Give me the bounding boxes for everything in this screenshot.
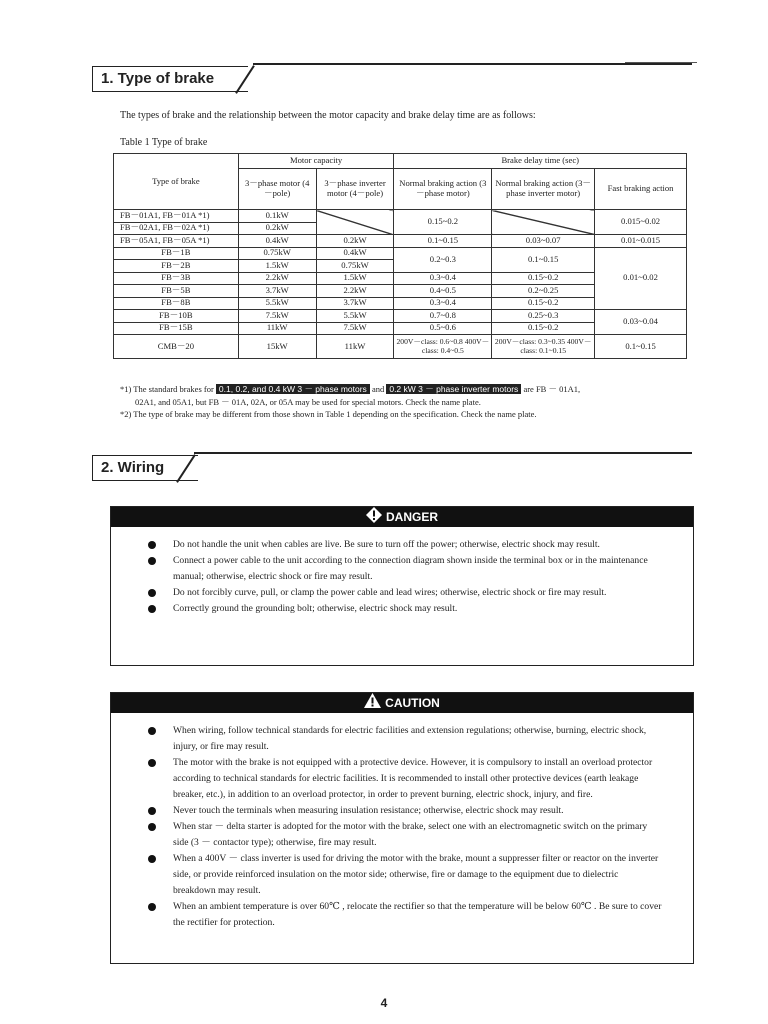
header-motor-capacity: Motor capacity: [238, 154, 394, 169]
caution-list: [111, 713, 693, 941]
table-row: FB－2B 1.5kW 0.75kW: [114, 260, 687, 273]
list-item: Do not handle the unit when cables are live. Be sure to turn off the power; otherwise, electric shock may result.: [173, 537, 663, 553]
section-1-title: 1. Type of brake: [92, 66, 248, 92]
list-item: When wiring, follow technical standards for electric facilities and extension regulations; otherwise, burning, electric shock, injury, or fire may result.: [173, 723, 663, 755]
list-item: The motor with the brake is not equipped with a protective device. However, it is compulsory to install an overload protector according to technical standards for electric facilities. It is recommended to install other protective devices (earth leakage breaker, etc.), in addition to an overload protector, in order to prevent burning, electric shock, injury, and fire.: [173, 755, 663, 803]
highlight-2: 0.2 kW 3 － phase inverter motors: [386, 384, 521, 394]
danger-bar: [111, 507, 693, 527]
header-3phase-inverter-motor: 3－phase inverter motor (4－pole): [316, 169, 394, 210]
list-item: Never touch the terminals when measuring insulation resistance; otherwise, electric shock may result.: [173, 803, 663, 819]
table-row: FB－02A1, FB－02A *1) 0.2kW: [114, 222, 687, 235]
warning-triangle-icon: [364, 693, 381, 714]
diagonal-cell: [492, 210, 595, 235]
table-row: CMB－20 15kW 11kW 200V－class: 0.6~0.8 400V－class: 0.4~0.5 200V－class: 0.3~0.35 400V－class: 0.1~0.15 0.1~0.15: [114, 335, 687, 359]
danger-list: [111, 527, 693, 627]
table-row: FB－10B 7.5kW 5.5kW 0.7~0.8 0.25~0.3 0.03~0.04: [114, 310, 687, 323]
highlight-1: 0.1, 0.2, and 0.4 kW 3 － phase motors: [216, 384, 370, 394]
danger-title: DANGER: [385, 510, 438, 525]
intro-text: The types of brake and the relationship between the motor capacity and brake delay time are as follows:: [120, 110, 536, 121]
caution-bar: [111, 693, 693, 713]
table-caption: Table 1 Type of brake: [120, 137, 208, 148]
page-number: 4: [380, 996, 388, 1010]
brake-table: [113, 153, 687, 359]
table-row: FB－8B 5.5kW 3.7kW 0.3~0.4 0.15~0.2: [114, 297, 687, 310]
list-item: When a 400V － class inverter is used for driving the motor with the brake, mount a suppresser filter or reactor on the inverter side, or provide reinforced insulation on the motor side; otherwise, fire or damage to the equipment due to dielectric breakdown may result.: [173, 851, 663, 899]
section-2-title: 2. Wiring: [92, 455, 198, 481]
note-2: *2) The type of brake may be different from those shown in Table 1 depending on the specification. Check the name plate.: [120, 409, 537, 419]
note-1-line2: 02A1, and 05A1, but FB － 01A, 02A, or 05A may be used for special motors. Check the name plate.: [135, 397, 481, 407]
header-fast: Fast braking action: [595, 169, 687, 210]
header-brake-delay: Brake delay time (sec): [394, 154, 687, 169]
list-item: When an ambient temperature is over 60℃ , relocate the rectifier so that the temperature will be below 60℃ . Be sure to cover the rectifier for protection.: [173, 899, 663, 931]
section-1-header: [92, 66, 692, 92]
note-1: *1) The standard brakes for 0.1, 0.2, and 0.4 kW 3 － phase motors and 0.2 kW 3 － phase inverter motors are FB － 01A1,: [120, 384, 581, 394]
table-row: FB－3B 2.2kW 1.5kW 0.3~0.4 0.15~0.2: [114, 272, 687, 285]
table-row: FB－1B 0.75kW 0.4kW 0.2~0.3 0.1~0.15 0.01~0.02: [114, 247, 687, 260]
list-item: When star － delta starter is adopted for the motor with the brake, select one with an electromagnetic switch on the primary side (3 － contactor type); otherwise, fire may result.: [173, 819, 663, 851]
list-item: Connect a power cable to the unit according to the connection diagram shown inside the terminal box or in the maintenance manual; otherwise, electric shock or fire may result.: [173, 553, 663, 585]
table-row: FB－5B 3.7kW 2.2kW 0.4~0.5 0.2~0.25: [114, 285, 687, 298]
header-type: Type of brake: [114, 154, 239, 210]
header-normal-inverter: Normal braking action (3－phase inverter motor): [492, 169, 595, 210]
section-1-rule: [253, 63, 692, 65]
danger-box: [110, 506, 694, 666]
list-item: Do not forcibly curve, pull, or clamp the power cable and lead wires; otherwise, electric shock or fire may result.: [173, 585, 663, 601]
list-item: Correctly ground the grounding bolt; otherwise, electric shock may result.: [173, 601, 663, 617]
diagonal-cell: [316, 210, 394, 235]
danger-diamond-icon: [366, 507, 382, 529]
section-2-rule: [194, 452, 692, 454]
header-normal-3phase: Normal braking action (3－phase motor): [394, 169, 492, 210]
section-2-header: [92, 455, 692, 481]
header-3phase-motor: 3－phase motor (4－pole): [238, 169, 316, 210]
table-row: FB－15B 11kW 7.5kW 0.5~0.6 0.15~0.2: [114, 322, 687, 335]
table-row: FB－01A1, FB－01A *1) 0.1kW 0.15~0.2 0.015~0.02: [114, 210, 687, 223]
caution-box: [110, 692, 694, 964]
caution-title: CAUTION: [385, 696, 440, 710]
table-row: FB－05A1, FB－05A *1) 0.4kW 0.2kW 0.1~0.15 0.03~0.07 0.01~0.015: [114, 235, 687, 248]
